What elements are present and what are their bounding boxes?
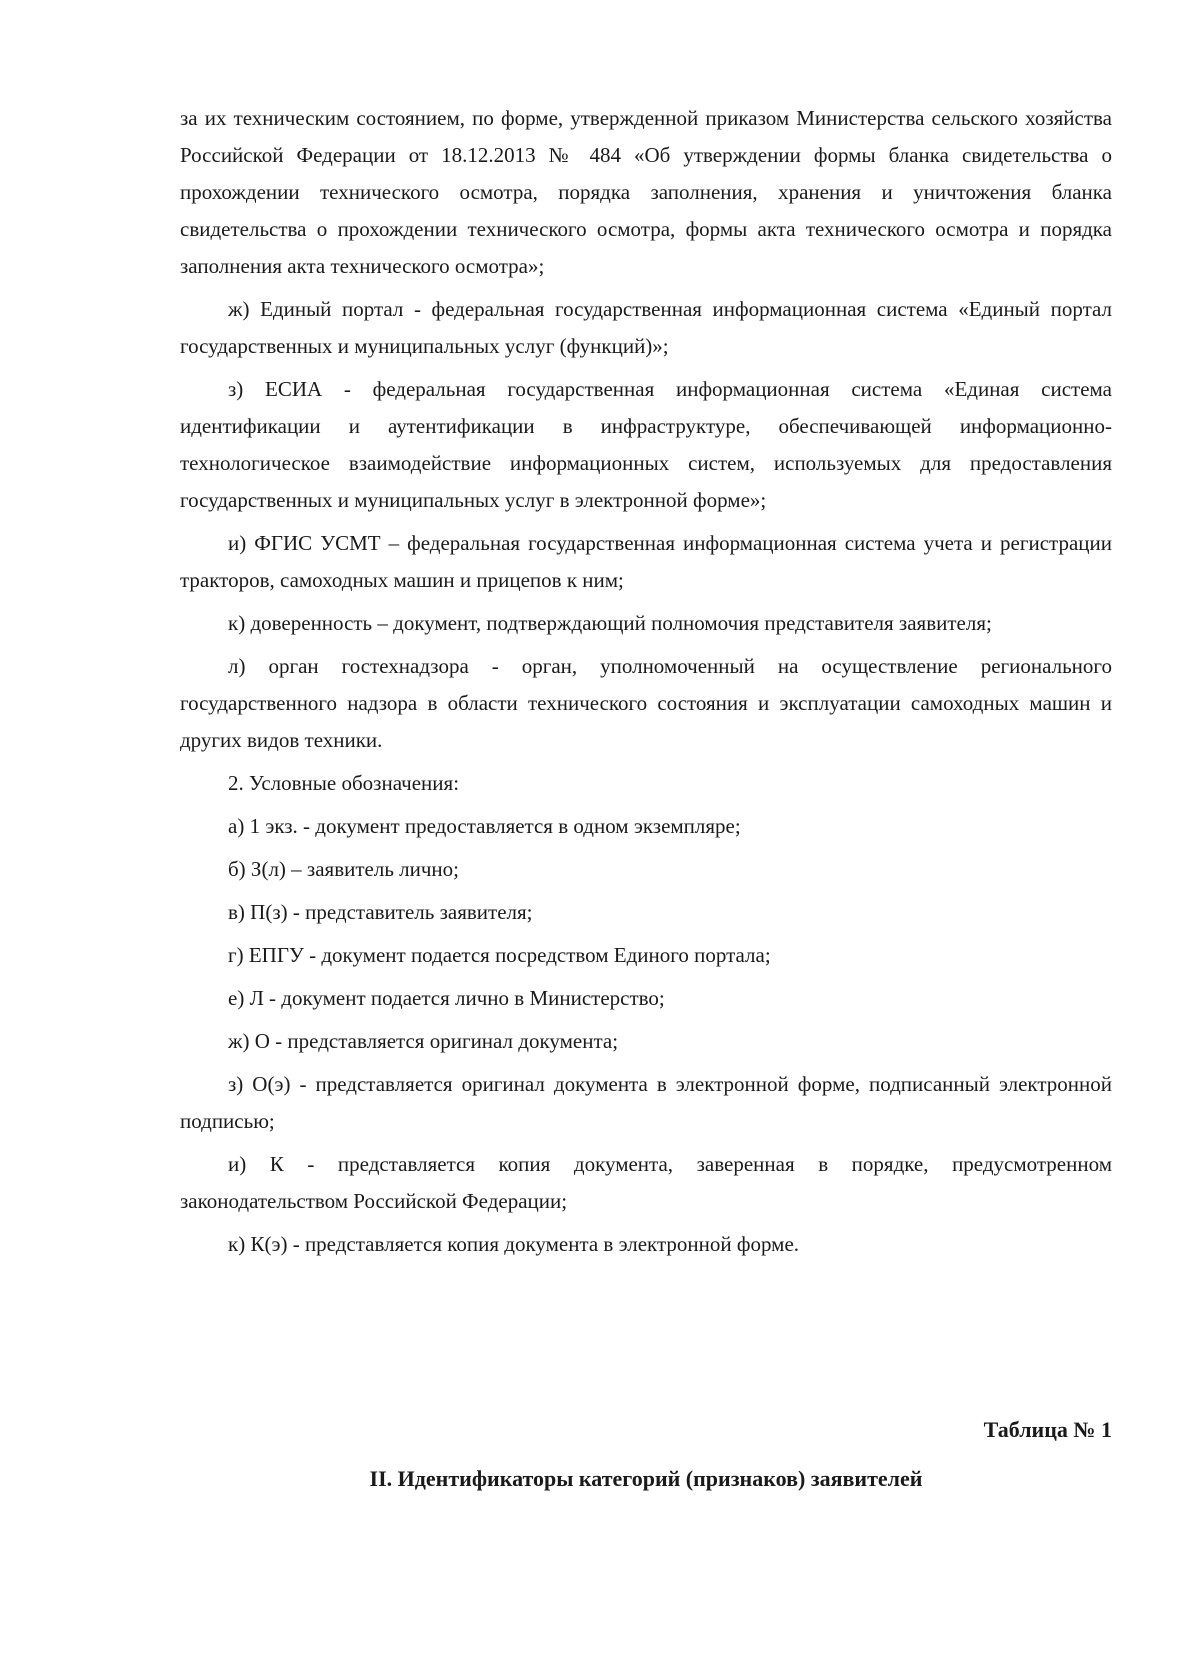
- legend-item-b: б) З(л) – заявитель лично;: [228, 857, 459, 881]
- paragraph-legend-heading: 2. Условные обозначения:: [228, 771, 460, 795]
- paragraph-i-fgis-usmt: и) ФГИС УСМТ – федеральная государственная информационная система учета и регистрации тракторов, самоходных машин и прицепов к ним;: [180, 531, 1112, 592]
- table-label: Таблица № 1: [983, 1417, 1112, 1442]
- section-title: II. Идентификаторы категорий (признаков) заявителей: [369, 1466, 923, 1491]
- legend-item-i: и) К - представляется копия документа, заверенная в порядке, предусмотренном законодательством Российской Федерации;: [180, 1152, 1112, 1213]
- legend-item-v: в) П(з) - представитель заявителя;: [228, 900, 533, 924]
- legend-item-zh: ж) О - представляется оригинал документа;: [228, 1029, 619, 1053]
- paragraph-zh-unified-portal: ж) Единый портал - федеральная государственная информационная система «Единый портал государственных и муниципальных услуг (функций)»;: [180, 297, 1112, 358]
- document-body: [180, 100, 1112, 1269]
- paragraph-z-esia: з) ЕСИА - федеральная государственная информационная система «Единая система идентификации и аутентификации в инфраструктуре, обеспечивающей информационно-технологическое взаимодействие информационных систем, используемых для предоставления государственных и муниципальных услуг в электронной форме»;: [180, 377, 1112, 512]
- legend-item-z: з) О(э) - представляется оригинал документа в электронной форме, подписанный электронной подписью;: [180, 1072, 1112, 1133]
- paragraph-l-gostekhnadzor: л) орган гостехнадзора - орган, уполномоченный на осуществление регионального государственного надзора в области технического состояния и эксплуатации самоходных машин и других видов техники.: [180, 654, 1112, 752]
- paragraph-continuation: за их техническим состоянием, по форме, утвержденной приказом Министерства сельского хозяйства Российской Федерации от 18.12.2013 № 484 «Об утверждении формы бланка свидетельства о прохождении технического осмотра, порядка заполнения, хранения и уничтожения бланка свидетельства о прохождении технического осмотра, формы акта технического осмотра и порядка заполнения акта технического осмотра»;: [180, 106, 1112, 278]
- legend-item-k: к) К(э) - представляется копия документа в электронной форме.: [228, 1232, 800, 1256]
- legend-item-a: а) 1 экз. - документ предоставляется в одном экземпляре;: [228, 814, 741, 838]
- legend-item-g: г) ЕПГУ - документ подается посредством Единого портала;: [228, 943, 771, 967]
- legend-item-e: е) Л - документ подается лично в Министерство;: [228, 986, 665, 1010]
- paragraph-k-power-of-attorney: к) доверенность – документ, подтверждающий полномочия представителя заявителя;: [228, 611, 992, 635]
